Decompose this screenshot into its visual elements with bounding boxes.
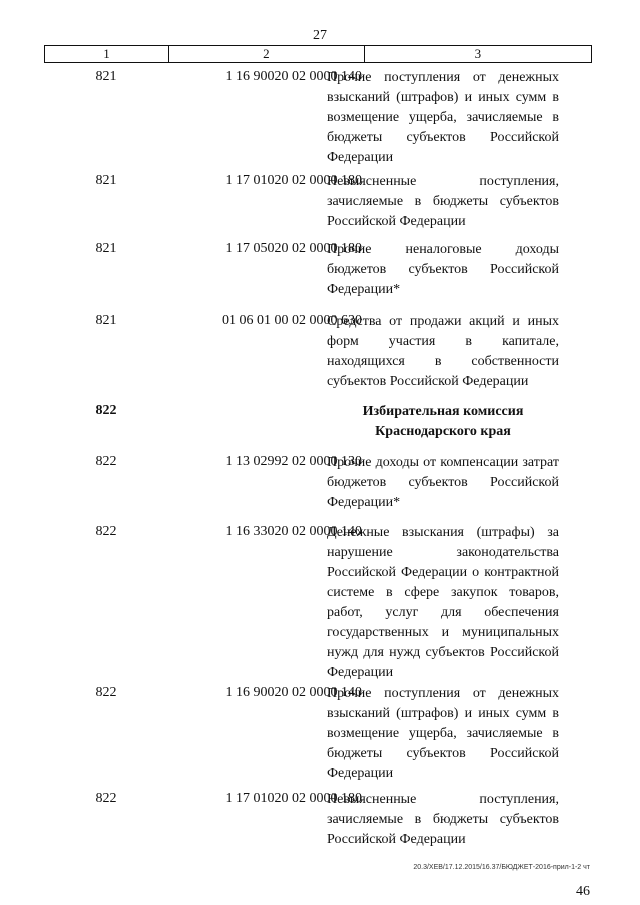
header-col-3: 3 bbox=[364, 46, 591, 63]
administrator-name: Избирательная комиссия Краснодарского края bbox=[362, 404, 524, 439]
admin-code: 821 bbox=[95, 173, 117, 188]
admin-code: 822 bbox=[95, 685, 117, 700]
income-description: Невыясненные поступления, зачисляемые в бюджеты субъектов Российской Федерации bbox=[327, 792, 559, 847]
income-description: Денежные взыскания (штрафы) за нарушение законодательства Российской Федерации о контрактной системе в сфере закупок товаров, работ, услуг для обеспечения государственных и муниципальных нужд для нужд субъектов Российской Федерации bbox=[327, 525, 559, 680]
budget-code: 1 16 90020 02 0000 140 bbox=[225, 685, 362, 700]
table-header bbox=[44, 45, 592, 63]
budget-code: 1 17 01020 02 0000 180 bbox=[225, 791, 362, 806]
admin-code: 821 bbox=[95, 241, 117, 256]
income-description: Прочие доходы от компенсации затрат бюджетов субъектов Российской Федерации* bbox=[327, 455, 559, 510]
income-description: Невыясненные поступления, зачисляемые в бюджеты субъектов Российской Федерации bbox=[327, 174, 559, 229]
header-col-2: 2 bbox=[169, 46, 365, 63]
sheet-number: 46 bbox=[576, 884, 590, 899]
budget-code: 1 16 90020 02 0000 140 bbox=[225, 69, 362, 84]
income-description: Средства от продажи акций и иных форм участия в капитале, находящихся в собственности субъектов Российской Федерации bbox=[327, 314, 559, 389]
income-description: Прочие поступления от денежных взысканий (штрафов) и иных сумм в возмещение ущерба, зачисляемые в бюджеты субъектов Российской Федерации bbox=[327, 70, 559, 165]
budget-code: 01 06 01 00 02 0000 630 bbox=[222, 313, 362, 328]
document-reference: 20.3/ХЕВ/17.12.2015/16.37/БЮДЖЕТ-2016-прил-1-2 чт bbox=[413, 864, 590, 871]
income-description: Прочие неналоговые доходы бюджетов субъектов Российской Федерации* bbox=[327, 242, 559, 297]
admin-code: 821 bbox=[95, 313, 117, 328]
budget-code: 1 17 05020 02 0000 180 bbox=[225, 241, 362, 256]
budget-code: 1 13 02992 02 0000 130 bbox=[225, 454, 362, 469]
admin-code: 822 bbox=[95, 791, 117, 806]
income-description: Прочие поступления от денежных взысканий (штрафов) и иных сумм в возмещение ущерба, зачисляемые в бюджеты субъектов Российской Федерации bbox=[327, 686, 559, 781]
budget-code: 1 16 33020 02 0000 140 bbox=[225, 524, 362, 539]
admin-code: 822 bbox=[95, 454, 117, 469]
header-col-1: 1 bbox=[45, 46, 169, 63]
admin-code: 821 bbox=[95, 69, 117, 84]
admin-code: 822 bbox=[95, 524, 117, 539]
budget-code: 1 17 01020 02 0000 180 bbox=[225, 173, 362, 188]
page-number: 27 bbox=[313, 28, 327, 43]
admin-code: 822 bbox=[95, 403, 117, 418]
